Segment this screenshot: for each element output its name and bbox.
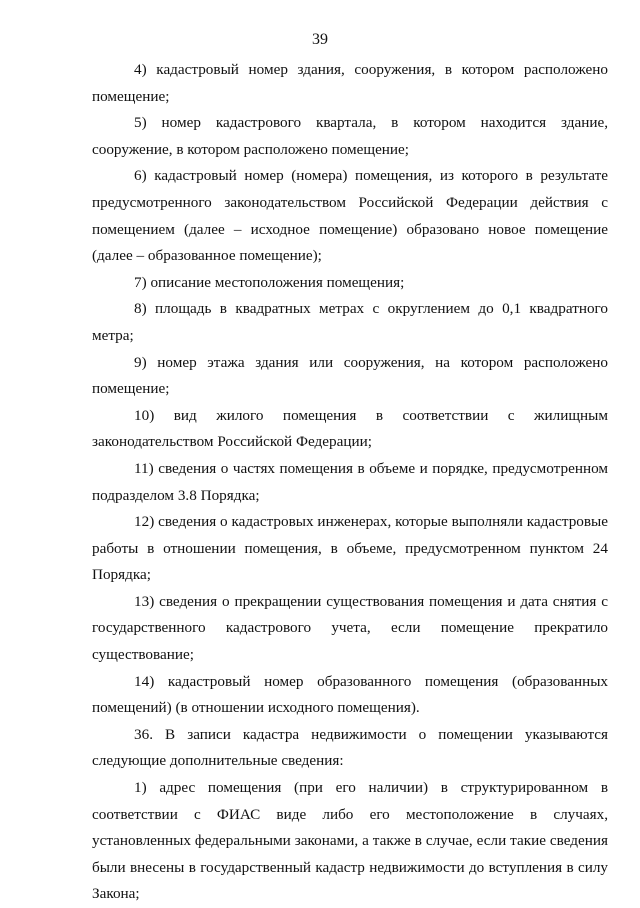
list-item-8: 8) площадь в квадратных метрах с округлением до 0,1 квадратного метра; (92, 300, 608, 344)
section-36: 36. В записи кадастра недвижимости о помещении указываются следующие дополнительные сведения: (92, 725, 608, 770)
list-item-7: 7) описание местоположения помещения; (134, 273, 405, 291)
page-number: 39 (312, 31, 328, 48)
list-item-9: 9) номер этажа здания или сооружения, на котором расположено помещение; (92, 353, 608, 398)
list-item-13: 13) сведения о прекращении существования помещения и дата снятия с государственного кадастрового учета, если помещение прекратило существование; (92, 592, 608, 664)
list-item-12: 12) сведения о кадастровых инженерах, которые выполняли кадастровые работы в отношении помещения, в объеме, предусмотренном пунктом 24 Порядка; (92, 513, 608, 584)
list-item-5: 5) номер кадастрового квартала, в котором находится здание, сооружение, в котором расположено помещение; (92, 114, 608, 158)
section-36-item-1: 1) адрес помещения (при его наличии) в структурированном в соответствии с ФИАС виде либо его местоположение в случаях, установленных федеральными законами, а также в случае, если такие сведения были внесены в государственный кадастр недвижимости до вступления в силу Закона; (92, 779, 608, 903)
document-body (92, 57, 608, 908)
list-item-11: 11) сведения о частях помещения в объеме и порядке, предусмотренном подразделом 3.8 Порядка; (92, 459, 608, 504)
list-item-10: 10) вид жилого помещения в соответствии с жилищным законодательством Российской Федерации; (92, 406, 608, 451)
list-item-6: 6) кадастровый номер (номера) помещения, из которого в результате предусмотренного законодательством Российской Федерации действия с помещением (далее – исходное помещение) образовано новое помещение (далее – образованное помещение); (92, 167, 608, 265)
list-item-14: 14) кадастровый номер образованного помещения (образованных помещений) (в отношении исходного помещения). (92, 672, 608, 717)
list-item-4: 4) кадастровый номер здания, сооружения, в котором расположено помещение; (92, 61, 608, 105)
